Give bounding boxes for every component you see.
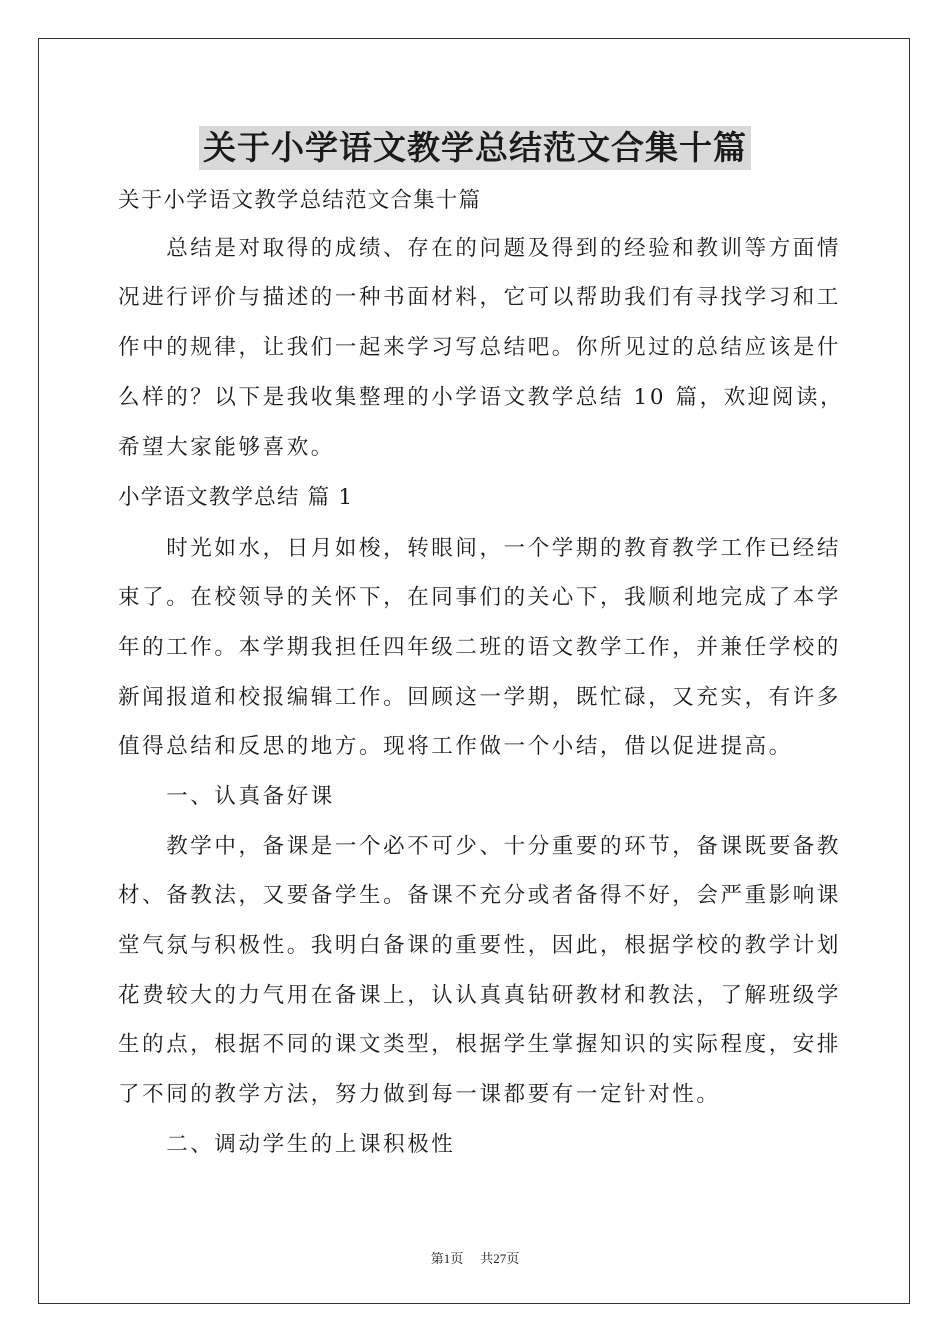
paragraph-line: 么样的？以下是我收集整理的小学语文教学总结 10 篇，欢迎阅读， [118,385,845,410]
title-container [0,126,950,170]
paragraph-line: 时光如水，日月如梭，转眼间，一个学期的教育教学工作已经结 [118,536,842,561]
paragraph-line: 值得总结和反思的地方。现将工作做一个小结，借以促进提高。 [118,734,793,759]
paragraph-line: 花费较大的力气用在备课上，认认真真钻研教材和教法，了解班级学 [118,983,842,1008]
paragraph-line: 总结是对取得的成绩、存在的问题及得到的经验和教训等方面情 [118,236,842,261]
paragraph-line: 了不同的教学方法，努力做到每一课都要有一定针对性。 [118,1082,721,1107]
paragraph-line: 生的点，根据不同的课文类型，根据学生掌握知识的实际程度，安排 [118,1032,842,1057]
document-subtitle: 关于小学语文教学总结范文合集十篇 [118,188,482,213]
paragraph-line: 希望大家能够喜欢。 [118,435,335,460]
paragraph-line: 束了。在校领导的关怀下，在同事们的关心下，我顺利地完成了本学 [118,585,842,610]
page-total: 共27页 [480,1251,520,1266]
paragraph-line: 况进行评价与描述的一种书面材料，它可以帮助我们有寻找学习和工 [118,285,842,310]
page-number: 第1页 [430,1251,464,1266]
section-heading: 小学语文教学总结 篇 1 [118,485,354,510]
document-title: 关于小学语文教学总结范文合集十篇 [199,126,751,170]
subheading: 一、认真备好课 [118,784,335,809]
paragraph-line: 教学中，备课是一个必不可少、十分重要的环节，备课既要备教 [118,834,842,859]
page-border [38,38,910,1304]
subheading: 二、调动学生的上课积极性 [118,1132,456,1157]
paragraph-line: 年的工作。本学期我担任四年级二班的语文教学工作，并兼任学校的 [118,635,842,660]
paragraph-line: 堂气氛与积极性。我明白备课的重要性，因此，根据学校的教学计划 [118,933,842,958]
paragraph-line: 新闻报道和校报编辑工作。回顾这一学期，既忙碌，又充实，有许多 [118,685,842,710]
page-footer [0,1248,950,1267]
paragraph-line: 材、备教法，又要备学生。备课不充分或者备得不好，会严重影响课 [118,883,842,908]
paragraph-line: 作中的规律，让我们一起来学习写总结吧。你所见过的总结应该是什 [118,335,842,360]
